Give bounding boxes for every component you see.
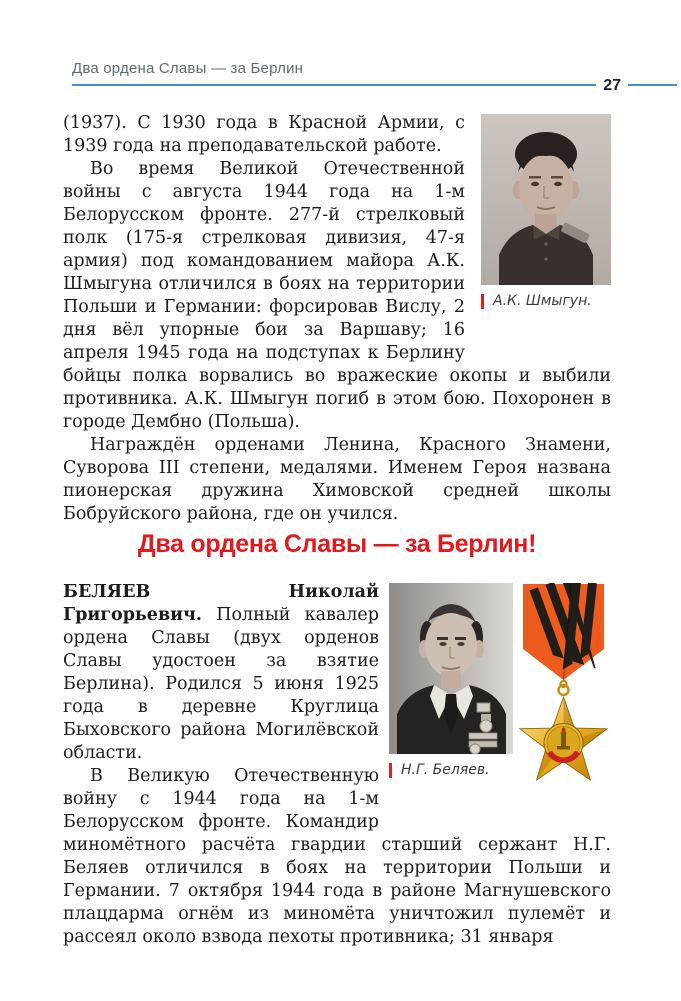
paragraph: Во время Великой Отечественной войны с августа 1944 года на 1-м Белорусском фронте. 277-й стрелковый полк (175-я стрелковая дивизия, 47-я армия) под командованием майора А.К. Шмыгуна отличился в боях на территории Польши и Германии: форсировав Вислу, 2 дня вёл упорные бои за Варшаву; 16 апреля 1945 года на подступах к Берлину бойцы полка ворвались во вражеские окопы и выбили противника. А.К. Шмыгун погиб в этом бою. Похоронен в городе Дембно (Польша).	[63, 159, 611, 432]
caption-text: Н.Г. Беляев.	[401, 762, 490, 778]
belyaev-figure	[389, 583, 611, 795]
lead-text: Полный кавалер ордена Славы (двух орденов Славы удостоен за взятие Берлина). Родился 5 июня 1925 года в деревне Круглица Быховского района Могилёвской области.	[63, 605, 379, 763]
hero-name: БЕЛЯЕВ Николай Григорьевич.	[63, 582, 379, 625]
page-content	[63, 112, 611, 949]
shmygun-portrait-photo	[481, 114, 611, 285]
caption-red-bar-icon	[389, 763, 392, 778]
section-belyaev	[63, 581, 611, 949]
running-title: Два ордена Славы — за Берлин	[72, 60, 304, 77]
page-number: 27	[596, 77, 628, 95]
paragraph: В Великую Отечественную войну с 1944 года на 1-м Белорусском фронте. Командир миномётного расчёта гвардии старший сержант Н.Г. Беляев отличился в боях на территории Польши и Германии. 7 октября 1944 года в районе Магнушевского плацдарма огнём из миномёта уничтожил пулемёт и рассеял около взвода пехоты противника; 31 января	[63, 766, 611, 947]
paragraph: (1937). С 1930 года в Красной Армии, с 1939 года на преподавательской работе.	[63, 113, 465, 156]
section-shmygun	[63, 112, 611, 526]
caption-red-bar-icon	[481, 294, 484, 309]
section-heading: Два ордена Славы — за Берлин!	[137, 530, 537, 558]
order-of-glory-medal	[516, 583, 611, 795]
shmygun-figure	[481, 114, 611, 309]
belyaev-photo-column	[389, 583, 513, 778]
shmygun-photo-caption	[481, 293, 611, 309]
caption-text: А.К. Шмыгун.	[493, 293, 592, 309]
belyaev-portrait-photo	[389, 583, 513, 754]
running-header	[72, 58, 677, 94]
paragraph: Награждён орденами Ленина, Красного Знамени, Суворова III степени, медалями. Именем Героя названа пионерская дружина Химовской средней школы Бобруйского района, где он учился.	[63, 435, 611, 524]
belyaev-photo-caption	[389, 762, 513, 778]
